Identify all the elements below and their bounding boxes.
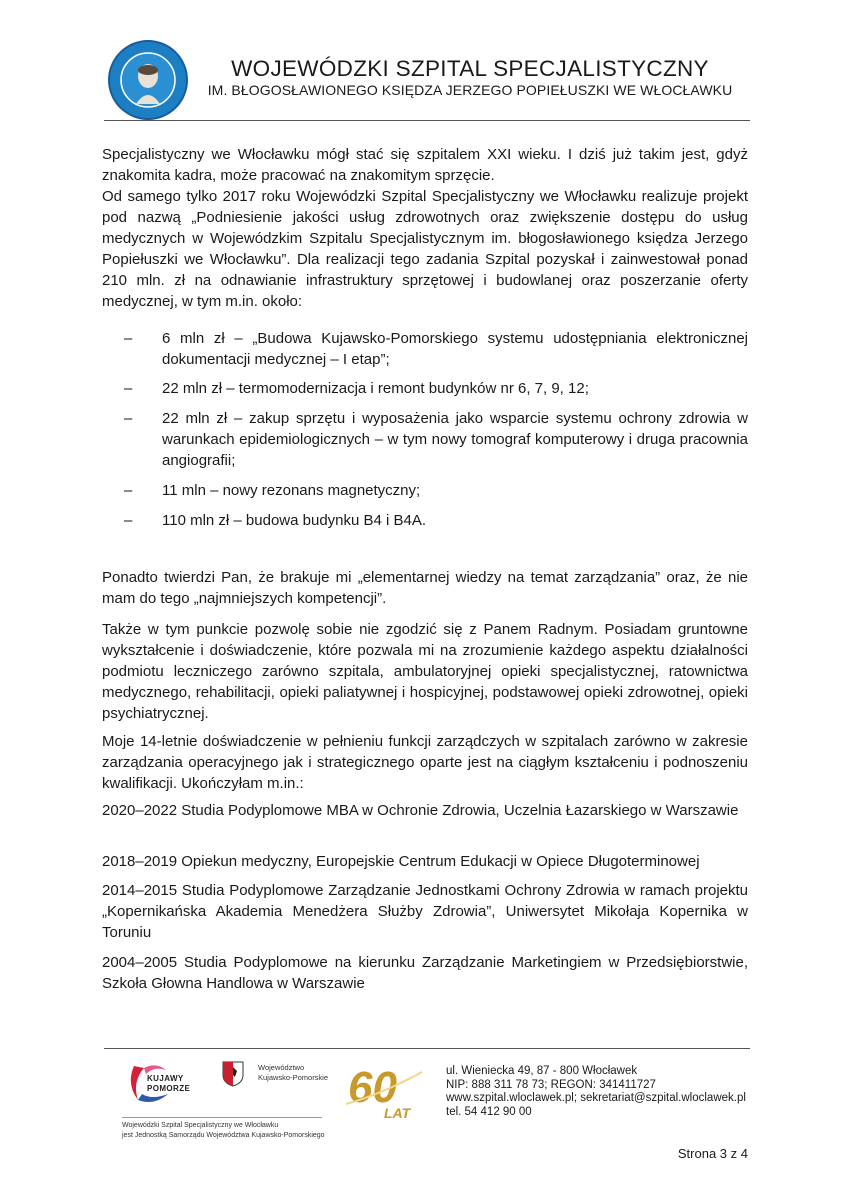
footer-web-email: www.szpital.wloclawek.pl; sekretariat@szpital.wloclawek.pl <box>446 1092 746 1104</box>
list-item-4: 11 mln – nowy rezonans magnetyczny; <box>162 482 421 499</box>
header-divider <box>104 120 750 121</box>
header-subtitle: IM. BŁOGOSŁAWIONEGO KSIĘDZA JERZEGO POPIEŁUSZKI WE WŁOCŁAWKU <box>207 82 733 98</box>
footer-contact <box>446 1065 746 1119</box>
paragraph-2: Od samego tylko 2017 roku Wojewódzki Szpital Specjalistyczny we Włocławku realizuje projekt pod nazwą „Podniesienie jakości usług zdrowotnych oraz zwiększenie dostępu do usług medycznych w Wojewódzkim Szpitalu Specjalistycznym im. błogosławionego księdza Jerzego Popiełuszki we Włocławku”. Dla realizacji tego zadania Szpital pozyskał i zainwestował ponad 210 mln. zł na odnawianie infrastruktury sprzętowej i budowlanej oraz poszerzanie oferty medycznej, w tym m.in. około: <box>102 188 748 310</box>
list-item-1: 6 mln zł – „Budowa Kujawsko-Pomorskiego systemu udostępniania elektronicznej dokumentacji medycznej – I etap”; <box>162 330 748 368</box>
60-lat-logo <box>342 1060 432 1120</box>
lat-number: 60 <box>348 1063 397 1112</box>
paragraph-5: Moje 14-letnie doświadczenie w pełnieniu funkcji zarządczych w szpitalach zarówno w zakresie zarządzania operacyjnego jak i strategicznego oparte jest na ciągłym kształceniu i podnoszeniu kwalifikacji. Ukończyłam m.in.: <box>102 733 748 792</box>
education-item-3: 2014–2015 Studia Podyplomowe Zarządzanie Jednostkami Ochrony Zdrowia w ramach projektu „Kopernikańska Akademia Menedżera Służby Zdrowia”, Uniwersytet Mikołaja Kopernika w Toruniu <box>102 882 748 941</box>
education-item-4: 2004–2005 Studia Podyplomowe na kierunku Zarządzanie Marketingiem w Przedsiębiorstwie, Szkoła Głowna Handlowa w Warszawie <box>102 954 748 992</box>
paragraph-1: Specjalistyczny we Włocławku mógł stać się szpitalem XXI wieku. I dziś już takim jest, gdyż znakomita kadra, może pracować na znakomitym sprzęcie. <box>102 146 748 184</box>
footer-address: ul. Wieniecka 49, 87 - 800 Włocławek <box>446 1065 638 1077</box>
voivodeship-crest-icon <box>222 1061 244 1087</box>
woj-line-1: Województwo <box>258 1063 305 1072</box>
footer-phone: tel. 54 412 90 00 <box>446 1105 532 1118</box>
page-number: Strona 3 z 4 <box>677 1146 748 1161</box>
list-marker: – <box>124 410 133 427</box>
list-item-3: 22 mln zł – zakup sprzętu i wyposażenia jako wsparcie systemu ochrony zdrowia w warunkach epidemiologicznych – w tym nowy tomograf komputerowy i druga pracownia angiografii; <box>162 410 748 469</box>
hospital-logo <box>108 40 188 120</box>
woj-line-2: Kujawsko-Pomorskie <box>258 1073 329 1082</box>
header-title: WOJEWÓDZKI SZPITAL SPECJALISTYCZNY <box>231 56 709 81</box>
footer-small-divider <box>122 1117 322 1118</box>
paragraph-3: Ponadto twierdzi Pan, że brakuje mi „elementarnej wiedzy na temat zarządzania” oraz, że nie mam do tego „najmniejszych kompetencji”. <box>102 569 748 607</box>
list-item-5: 110 mln zł – budowa budynku B4 i B4A. <box>162 512 427 529</box>
list-marker: – <box>124 380 133 397</box>
footer-nip-regon: NIP: 888 311 78 73; REGON: 341411727 <box>446 1078 656 1091</box>
kp-line-1: KUJAWY <box>147 1074 184 1083</box>
small-line-1: Wojewódzki Szpital Specjalistyczny we Włocławku <box>122 1122 279 1129</box>
voivodeship-text <box>258 1063 328 1083</box>
paragraph-4: Także w tym punkcie pozwolę sobie nie zgodzić się z Panem Radnym. Posiadam gruntowne wykształcenie i doświadczenie, które pozwala mi na zrozumienie każdego aspektu działalności podmiotu leczniczego zarówno szpitala, ambulatoryjnej opieki specjalistycznej, ratownictwa medycznego, rehabilitacji, opieki paliatywnej i hospicyjnej, podstawowej opieki zdrowotnej, opieki psychiatrycznej. <box>102 621 748 722</box>
list-marker: – <box>124 330 133 347</box>
education-item-1: 2020–2022 Studia Podyplomowe MBA w Ochronie Zdrowia, Uczelnia Łazarskiego w Warszawie <box>102 802 739 819</box>
list-item-2: 22 mln zł – termomodernizacja i remont budynków nr 6, 7, 9, 12; <box>162 380 589 397</box>
footer-divider <box>104 1048 750 1049</box>
list-marker: – <box>124 482 133 499</box>
kujawy-pomorze-text <box>147 1074 190 1094</box>
lat-word: LAT <box>384 1105 411 1120</box>
kp-line-2: POMORZE <box>147 1084 191 1093</box>
education-item-2: 2018–2019 Opiekun medyczny, Europejskie Centrum Edukacji w Opiece Długoterminowej <box>102 853 700 870</box>
footer-small-text <box>122 1121 325 1141</box>
list-marker: – <box>124 512 133 529</box>
small-line-2: jest Jednostką Samorządu Województwa Kujawsko-Pomorskiego <box>122 1132 325 1139</box>
